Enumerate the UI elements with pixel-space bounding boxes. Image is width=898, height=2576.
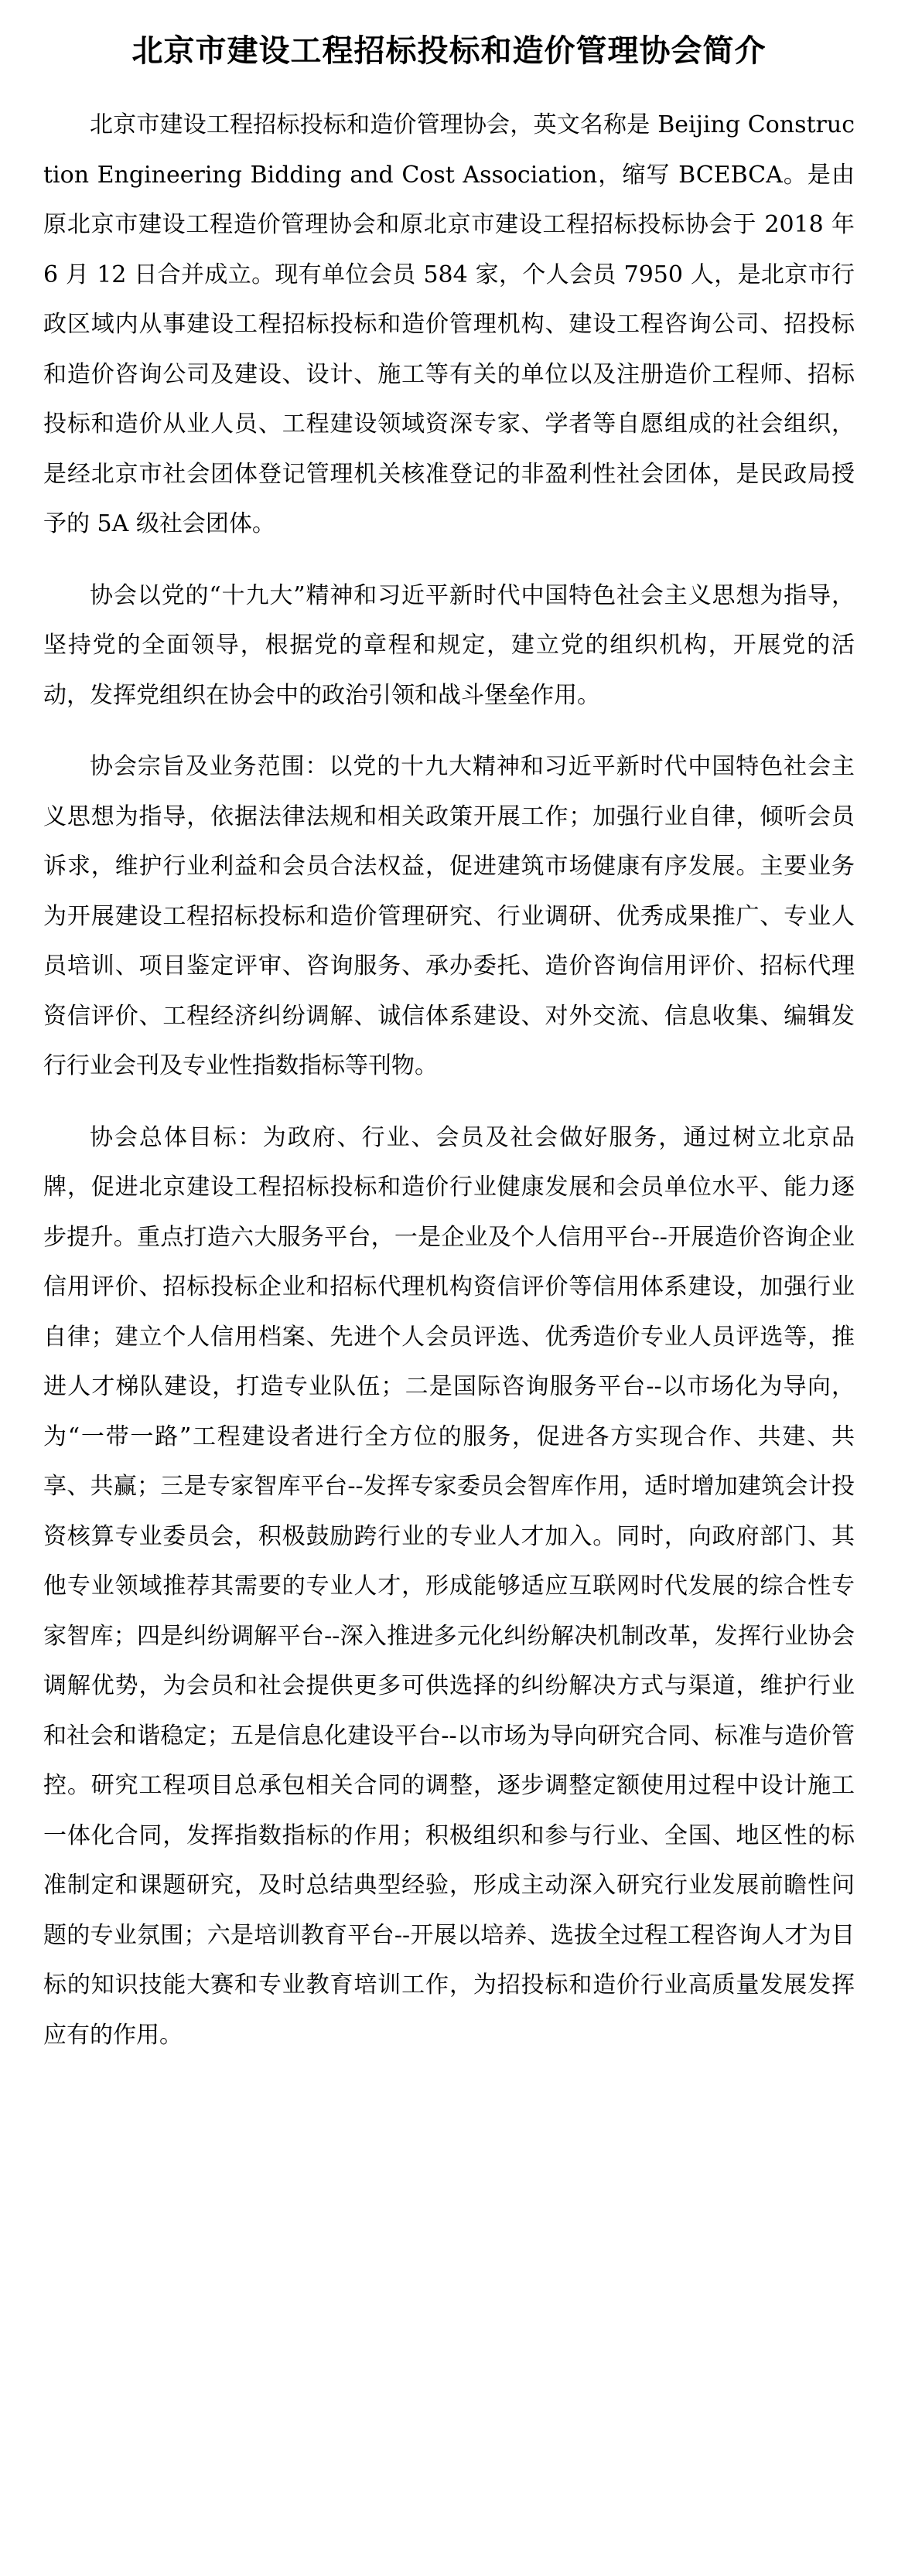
paragraph-purpose-scope: 协会宗旨及业务范围：以党的十九大精神和习近平新时代中国特色社会主义思想为指导，依据法律法规和相关政策开展工作；加强行业自律，倾听会员诉求，维护行业利益和会员合法权益，促进建筑市场健康有序发展。主要业务为开展建设工程招标投标和造价管理研究、行业调研、优秀成果推广、专业人员培训、项目鉴定评审、咨询服务、承办委托、造价咨询信用评价、招标代理资信评价、工程经济纠纷调解、诚信体系建设、对外交流、信息收集、编辑发行行业会刊及专业性指数指标等刊物。 (43, 753, 855, 1079)
paragraph-introduction: 北京市建设工程招标投标和造价管理协会，英文名称是 Beijing Construction Engineering Bidding and Cost Association，缩写 BCEBCA。是由原北京市建设工程造价管理协会和原北京市建设工程招标投标协会于 2018 年 6 月 12 日合并成立。现有单位会员 584 家，个人会员 7950 人，是北京市行政区域内从事建设工程招标投标和造价管理机构、建设工程咨询公司、招投标和造价咨询公司及建设、设计、施工等有关的单位以及注册造价工程师、招标投标和造价从业人员、工程建设领域资深专家、学者等自愿组成的社会组织，是经北京市社会团体登记管理机关核准登记的非盈利性社会团体，是民政局授予的 5A 级社会团体。 (43, 111, 855, 537)
paragraph-overall-goals: 协会总体目标：为政府、行业、会员及社会做好服务，通过树立北京品牌，促进北京建设工程招标投标和造价行业健康发展和会员单位水平、能力逐步提升。重点打造六大服务平台，一是企业及个人信用平台--开展造价咨询企业信用评价、招标投标企业和招标代理机构资信评价等信用体系建设，加强行业自律；建立个人信用档案、先进个人会员评选、优秀造价专业人员评选等，推进人才梯队建设，打造专业队伍；二是国际咨询服务平台--以市场化为导向，为“一带一路”工程建设者进行全方位的服务，促进各方实现合作、共建、共享、共赢；三是专家智库平台--发挥专家委员会智库作用，适时增加建筑会计投资核算专业委员会，积极鼓励跨行业的专业人才加入。同时，向政府部门、其他专业领域推荐其需要的专业人才，形成能够适应互联网时代发展的综合性专家智库；四是纠纷调解平台--深入推进多元化纠纷解决机制改革，发挥行业协会调解优势，为会员和社会提供更多可供选择的纠纷解决方式与渠道，维护行业和社会和谐稳定；五是信息化建设平台--以市场为导向研究合同、标准与造价管控。研究工程项目总承包相关合同的调整，逐步调整定额使用过程中设计施工一体化合同，发挥指数指标的作用；积极组织和参与行业、全国、地区性的标准制定和课题研究，及时总结典型经验，形成主动深入研究行业发展前瞻性问题的专业氛围；六是培训教育平台--开展以培养、选拔全过程工程咨询人才为目标的知识技能大赛和专业教育培训工作，为招投标和造价行业高质量发展发挥应有的作用。 (43, 1123, 855, 2049)
document-title: 北京市建设工程招标投标和造价管理协会简介 (131, 32, 767, 69)
paragraph-party-guidance: 协会以党的“十九大”精神和习近平新时代中国特色社会主义思想为指导，坚持党的全面领导，根据党的章程和规定，建立党的组织机构，开展党的活动，发挥党组织在协会中的政治引领和战斗堡垒作用。 (43, 581, 855, 709)
